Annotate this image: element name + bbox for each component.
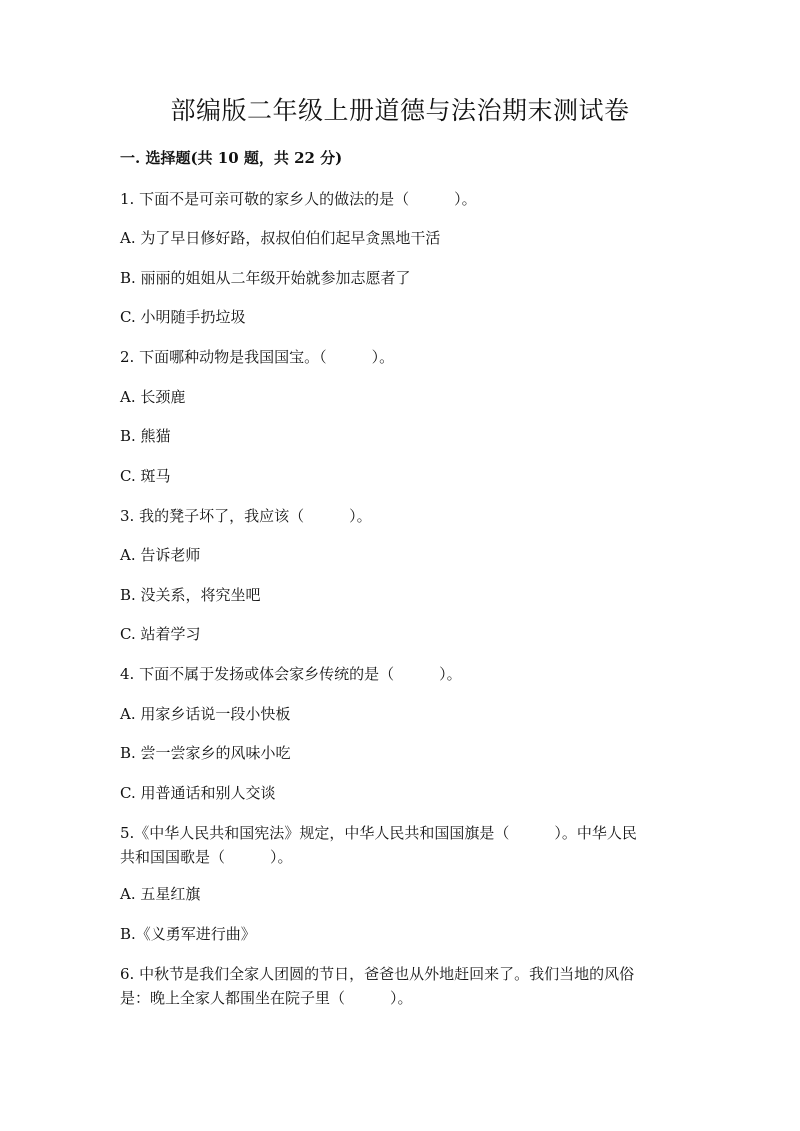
question-3-option-a: A. 告诉老师 — [120, 546, 201, 564]
question-5-option-b: B.《义勇军进行曲》 — [120, 925, 256, 943]
question-5-stem-line-2: 共和国国歌是（ ）。 — [120, 848, 293, 866]
question-2-option-c: C. 斑马 — [120, 467, 171, 485]
question-6-stem-line-2: 是：晚上全家人都围坐在院子里（ ）。 — [120, 989, 413, 1007]
question-1-option-c: C. 小明随手扔垃圾 — [120, 308, 246, 326]
question-1-option-b: B. 丽丽的姐姐从二年级开始就参加志愿者了 — [120, 269, 411, 287]
question-4-stem: 4. 下面不属于发扬或体会家乡传统的是（ ）。 — [120, 665, 462, 683]
question-2-option-a: A. 长颈鹿 — [120, 388, 186, 406]
question-2-option-b: B. 熊猫 — [120, 427, 171, 445]
question-4-option-b: B. 尝一尝家乡的风味小吃 — [120, 744, 291, 762]
question-6-stem-line-1: 6. 中秋节是我们全家人团圆的节日，爸爸也从外地赶回来了。我们当地的风俗 — [120, 965, 635, 983]
question-3-option-b: B. 没关系，将究坐吧 — [120, 586, 261, 604]
question-2-stem: 2. 下面哪种动物是我国国宝。（ ）。 — [120, 348, 395, 366]
page-title: 部编版二年级上册道德与法治期末测试卷 — [170, 96, 630, 125]
question-3-stem: 3. 我的凳子坏了，我应该（ ）。 — [120, 507, 372, 525]
question-5-option-a: A. 五星红旗 — [120, 885, 201, 903]
question-5-stem-line-1: 5.《中华人民共和国宪法》规定，中华人民共和国国旗是（ ）。中华人民 — [120, 824, 637, 842]
question-3-option-c: C. 站着学习 — [120, 625, 201, 643]
question-4-option-c: C. 用普通话和别人交谈 — [120, 784, 276, 802]
question-4-option-a: A. 用家乡话说一段小快板 — [120, 705, 291, 723]
section-heading: 一. 选择题(共 10 题，共 22 分) — [120, 149, 343, 167]
question-1-stem: 1. 下面不是可亲可敬的家乡人的做法的是（ ）。 — [120, 190, 477, 208]
question-1-option-a: A. 为了早日修好路，叔叔伯伯们起早贪黑地干活 — [120, 229, 441, 247]
